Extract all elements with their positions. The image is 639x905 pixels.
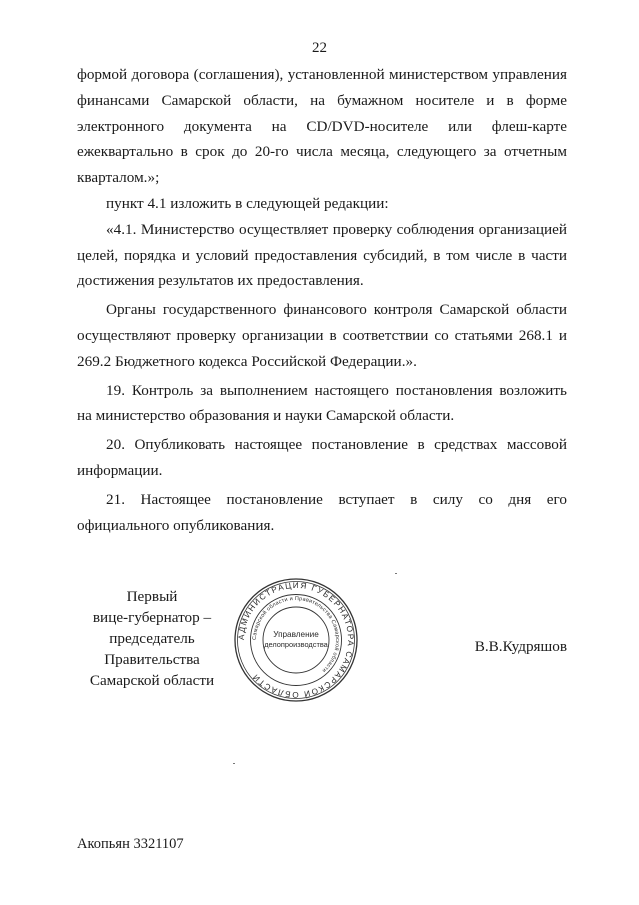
paragraph-item-20: 20. Опубликовать настоящее постановление в средствах массовой информации. — [77, 436, 567, 479]
executor-footer: Акопьян 3321107 — [77, 836, 184, 852]
paragraph-item-4-1-intro: пункт 4.1 изложить в следующей редакции: — [106, 194, 389, 212]
paragraph-item-21: 21. Настоящее постановление вступает в силу со дня его официального опубликования. — [77, 490, 567, 534]
signatory-name: В.В.Кудряшов — [474, 638, 567, 655]
stamp-center-line: Управление — [273, 630, 319, 639]
signatory-title-line: вице-губернатор – — [92, 609, 212, 626]
signature-block — [77, 586, 227, 691]
paragraph-control-bodies: Органы государственного финансового контроля Самарской области осуществляют проверку организации в соответствии со статьями 268.1 и 269.2 Бюджетного кодекса Российской Федерации.». — [77, 301, 567, 370]
paragraph-item-19: 19. Контроль за выполнением настоящего постановления возложить на министерство образования и науки Самарской области. — [77, 381, 567, 425]
scan-speck — [395, 573, 397, 574]
signatory-title-line: Первый — [126, 588, 178, 605]
stamp-center-line: делопроизводства — [264, 640, 328, 649]
signatory-title-line: Самарской области — [89, 672, 215, 689]
document-body — [77, 62, 567, 538]
signatory-title-line: председатель Правительства — [104, 630, 200, 668]
scan-speck — [233, 763, 235, 764]
official-stamp — [233, 577, 359, 703]
paragraph-item-4-1: «4.1. Министерство осуществляет проверку соблюдения организацией целей, порядка и условий предоставления субсидий, в том числе в части достижения результатов их предоставления. — [77, 220, 567, 290]
stamp-inner-text: Самарской области и Правительства Самарской области — [251, 595, 341, 674]
page-number: 22 — [312, 40, 327, 56]
stamp-outer-text: АДМИНИСТРАЦИЯ ГУБЕРНАТОРА САМАРСКОЙ ОБЛАСТИ — [236, 580, 356, 700]
paragraph-continuation: формой договора (соглашения), установленной министерством управления финансами Самарской области, на бумажном носителе и в форме электронного документа на CD/DVD-носителе или флеш-карте ежеквартально в срок до 20-го числа месяца, следующего за отчетным кварталом.»; — [77, 66, 567, 187]
